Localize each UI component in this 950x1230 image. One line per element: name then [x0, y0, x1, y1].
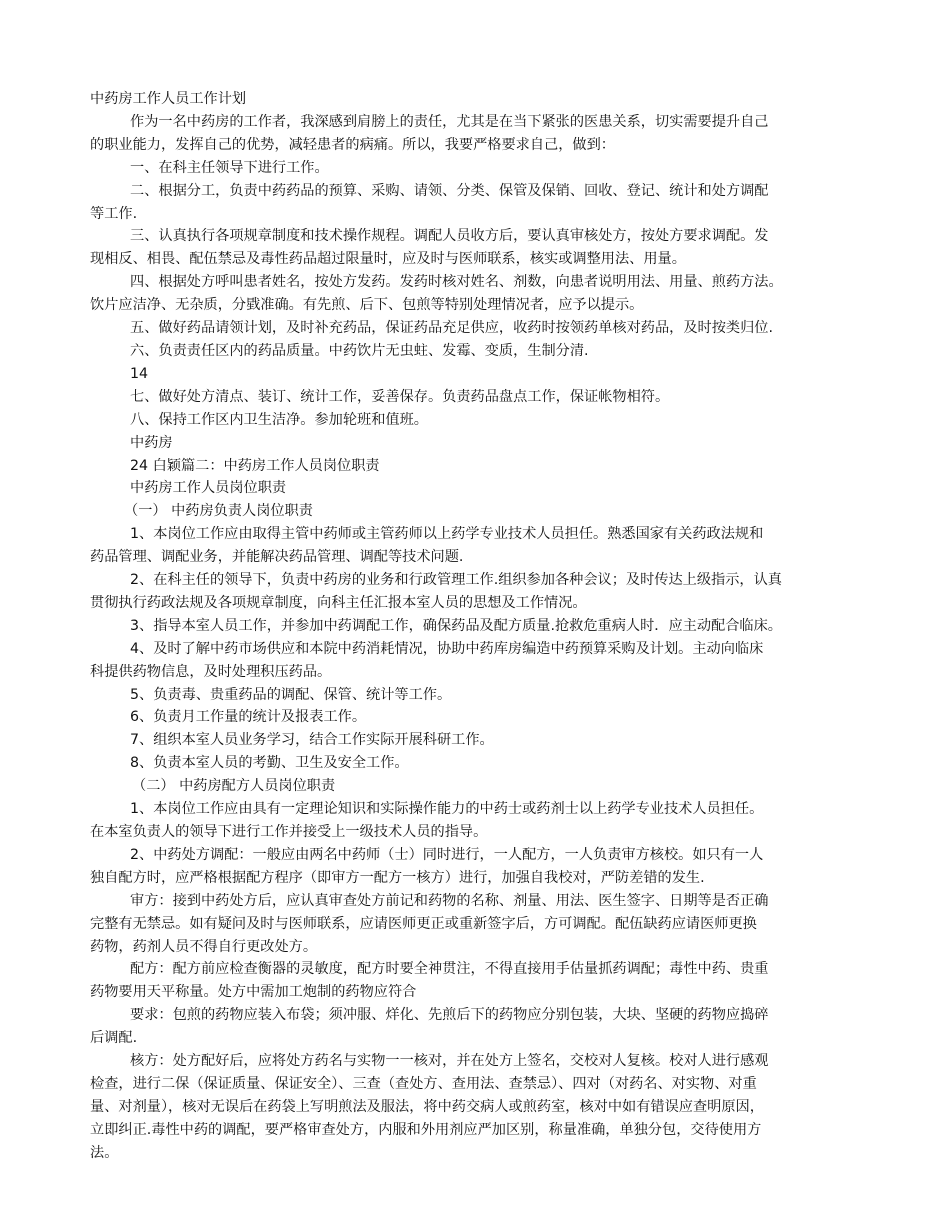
paragraph-line: 独自配方时，应严格根据配方程序（即审方一配方一核方）进行，加强自我校对，严防差错的发生.: [90, 869, 705, 886]
list-item: 六、负责责任区内的药品质量。中药饮片无虫蛀、发霉、变质，生制分清.: [130, 342, 589, 359]
list-item: 五、做好药品请领计划，及时补充药品，保证药品充足供应，收药时按领药单核对药品，及时按类归位.: [130, 320, 773, 337]
list-item: 八、保持工作区内卫生洁净。参加轮班和值班。: [130, 411, 428, 428]
paragraph-line: 科提供药物信息，及时处理积压药品。: [90, 663, 332, 680]
list-item: 1、本岗位工作应由取得主管中药师或主管药师以上药学专业技术人员担任。熟悉国家有关药政法规和: [130, 526, 764, 543]
paragraph-line: 审方：接到中药处方后，应认真审查处方前记和药物的名称、剂量、用法、医生签字、日期等是否正确: [130, 892, 769, 909]
list-item: 8、负责本室人员的考勤、卫生及安全工作。: [130, 755, 409, 772]
list-item: 3、指导本室人员工作，并参加中药调配工作，确保药品及配方质量.抢救危重病人时．应主动配合临床。: [130, 617, 782, 634]
paragraph-line: 后调配.: [90, 1030, 138, 1047]
paragraph-line: 等工作.: [90, 205, 138, 222]
list-item: 一、在科主任领导下进行工作。: [130, 159, 329, 176]
paragraph-line: 现相反、相畏、配伍禁忌及毒性药品超过限量时，应及时与医师联系，核实或调整用法、用量。: [90, 251, 686, 268]
list-item: 1、本岗位工作应由具有一定理论知识和实际操作能力的中药士或药剂士以上药学专业技术人员担任。: [130, 801, 764, 818]
list-item: 七、做好处方清点、装订、统计工作，妥善保存。负责药品盘点工作，保证帐物相符。: [130, 388, 670, 405]
paragraph-line: 中药房: [130, 434, 173, 451]
list-item: 2、在科主任的领导下，负责中药房的业务和行政管理工作.组织参加各种会议；及时传达上级指示，认真: [130, 572, 782, 589]
paragraph-line: 量、对剂量），核对无误后在药袋上写明煎法及服法，将中药交病人或煎药室，核对中如有错误应查明原因，: [90, 1098, 764, 1115]
list-item: 四、根据处方呼叫患者姓名，按处方发药。发药时核对姓名、剂数，向患者说明用法、用量、煎药方法。: [130, 274, 783, 291]
list-item: 5、负责毒、贵重药品的调配、保管、统计等工作。: [130, 686, 452, 703]
paragraph-line: 立即纠正.毒性中药的调配，要严格审查处方，内服和外用剂应严加区别，称量准确，单独分包，交待使用方: [90, 1121, 762, 1138]
list-item: 三、认真执行各项规章制度和技术操作规程。调配人员收方后，要认真审核处方，按处方要求调配。发: [130, 228, 769, 245]
paragraph-line: 药品管理、调配业务，并能解决药品管理、调配等技术问题.: [90, 549, 464, 566]
page-number: 14: [130, 365, 149, 382]
paragraph-line: 要求：包煎的药物应装入布袋；须冲服、烊化、先煎后下的药物应分别包装，大块、坚硬的药物应捣碎: [130, 1007, 769, 1024]
paragraph-line: 在本室负责人的领导下进行工作并接受上一级技术人员的指导。: [90, 824, 488, 840]
list-item: 6、负责月工作量的统计及报表工作。: [130, 709, 367, 726]
paragraph-line: 核方：处方配好后，应将处方药名与实物一一核对，并在处方上签名，交校对人复核。校对人进行感观: [130, 1053, 769, 1070]
list-item: 2、中药处方调配：一般应由两名中药师（士）同时进行，一人配方，一人负责审方核校。如只有一人: [130, 846, 764, 863]
paragraph-line: 药物，药剂人员不得自行更改处方。: [90, 938, 318, 955]
paragraph-line: 的职业能力，发挥自己的优势，减轻患者的病痛。所以，我要严格要求自己，做到：: [90, 136, 615, 153]
paragraph-line: 法。: [90, 1144, 119, 1161]
paragraph-line: 完整有无禁忌。如有疑问及时与医师联系，应请医师更正或重新签字后，方可调配。配伍缺药应请医师更换: [90, 915, 757, 932]
subsection-heading: （二） 中药房配方人员岗位职责: [132, 778, 336, 795]
paragraph-line: 配方：配方前应检查衡器的灵敏度，配方时要全神贯注，不得直接用手估量抓药调配；毒性中药、贵重: [130, 961, 769, 978]
list-item: 7、组织本室人员业务学习，结合工作实际开展科研工作。: [130, 732, 494, 749]
paragraph-line: 作为一名中药房的工作者，我深感到肩膀上的责任，尤其是在当下紧张的医患关系，切实需要提升自己: [130, 113, 769, 130]
paragraph-line: 饮片应洁净、无杂质，分戥准确。有先煎、后下、包煎等特别处理情况者，应予以提示。: [90, 297, 644, 314]
subsection-heading: （一） 中药房负责人岗位职责: [124, 503, 313, 520]
document-title: 中药房工作人员工作计划: [90, 91, 247, 107]
paragraph-line: 贯彻执行药政法规及各项规章制度，向科主任汇报本室人员的思想及工作情况。: [90, 594, 587, 611]
list-item: 4、及时了解中药市场供应和本院中药消耗情况，协助中药库房编造中药预算采购及计划。主动向临床: [130, 640, 764, 657]
paragraph-line: 药物要用天平称量。处方中需加工炮制的药物应符合: [90, 984, 417, 1001]
section-heading: 24 白颖篇二：中药房工作人员岗位职责: [130, 457, 380, 474]
section-heading: 中药房工作人员岗位职责: [130, 480, 287, 497]
paragraph-line: 检查，进行二保（保证质量、保证安全）、三查（查处方、查用法、查禁忌）、四对（对药名、对实物、对重: [90, 1075, 757, 1092]
list-item: 二、根据分工，负责中药药品的预算、采购、请领、分类、保管及保销、回收、登记、统计和处方调配: [130, 182, 769, 199]
